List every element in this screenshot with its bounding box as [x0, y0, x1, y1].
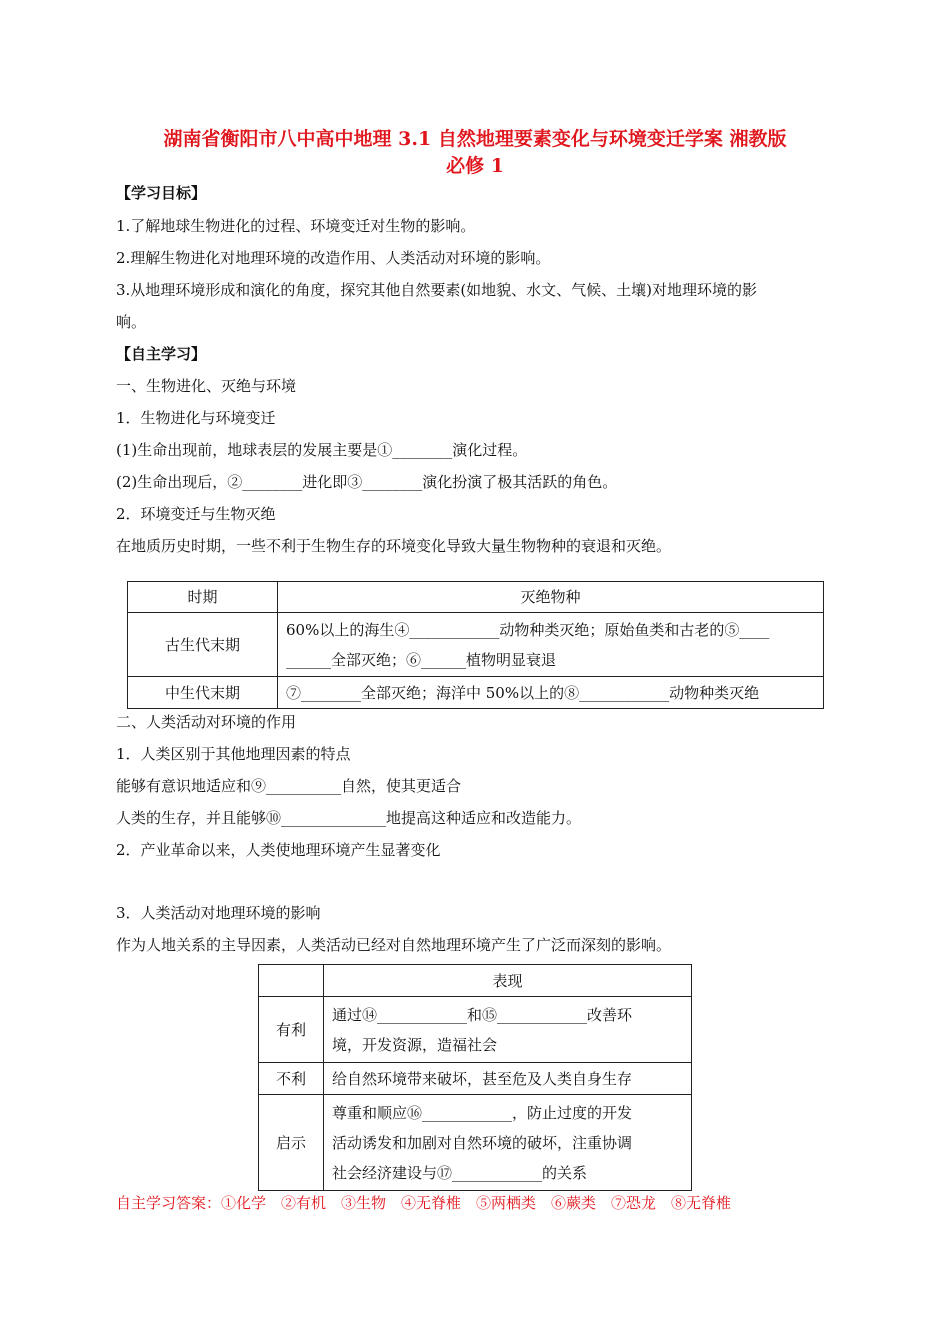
- fill-blank-line: (1)生命出现前，地球表层的发展主要是①________演化过程。: [116, 441, 528, 459]
- impact-line: 尊重和顺应⑯____________，防止过度的开发: [332, 1103, 633, 1122]
- human-impact-table: [258, 964, 692, 1191]
- fill-blank-line: 人类的生存，并且能够⑩______________地提高这种适应和改造能力。: [116, 809, 582, 827]
- table-row: [259, 997, 692, 1063]
- title-line-2: 必修 1: [446, 155, 504, 177]
- species-cell: ⑦________全部灭绝；海洋中 50%以上的⑧____________动物种类灭绝: [278, 677, 824, 709]
- objectives-heading: 【学习目标】: [116, 184, 207, 202]
- impact-cell: 给自然环境带来破坏，甚至危及人类自身生存: [324, 1063, 692, 1095]
- impact-label: 不利: [259, 1063, 324, 1095]
- section-heading: 二、人类活动对环境的作用: [116, 713, 297, 731]
- table-header-empty: [259, 965, 324, 997]
- table-header-species: 灭绝物种: [278, 582, 824, 613]
- table-row: [259, 1063, 692, 1095]
- table-row: [128, 677, 824, 709]
- impact-label: 启示: [259, 1095, 324, 1191]
- period-cell: 中生代末期: [128, 677, 278, 709]
- species-line: 60%以上的海生④____________动物种类灭绝；原始鱼类和古老的⑤____: [286, 620, 770, 639]
- period-cell: 古生代末期: [128, 613, 278, 677]
- impact-line: 社会经济建设与⑰____________的关系: [332, 1163, 588, 1182]
- impact-line: 境，开发资源，造福社会: [332, 1035, 498, 1054]
- subsection-heading: 2．环境变迁与生物灭绝: [116, 505, 276, 523]
- impact-cell: [324, 1095, 692, 1191]
- table-row: [128, 613, 824, 677]
- answer-key: 自主学习答案：①化学 ②有机 ③生物 ④无脊椎 ⑤两栖类 ⑥蕨类 ⑦恐龙 ⑧无脊椎: [116, 1194, 732, 1212]
- extinction-table: [127, 581, 824, 709]
- subsection-heading: 3．人类活动对地理环境的影响: [116, 904, 321, 922]
- table-header-period: 时期: [128, 582, 278, 613]
- self-study-heading: 【自主学习】: [116, 345, 207, 363]
- impact-cell: [324, 997, 692, 1063]
- table-header-manifestation: 表现: [324, 965, 692, 997]
- species-line: ______全部灭绝；⑥______植物明显衰退: [286, 650, 557, 669]
- subsection-heading: 1．人类区别于其他地理因素的特点: [116, 745, 351, 763]
- subsection-heading: 1．生物进化与环境变迁: [116, 409, 276, 427]
- fill-blank-line: (2)生命出现后，②________进化即③________演化扮演了极其活跃的角色。: [116, 473, 618, 491]
- objective-item: 2.理解生物进化对地理环境的改造作用、人类活动对环境的影响。: [116, 249, 551, 267]
- fill-blank-line: 能够有意识地适应和⑨__________自然，使其更适合: [116, 777, 462, 795]
- objective-item: 响。: [116, 313, 147, 331]
- impact-label: 有利: [259, 997, 324, 1063]
- species-cell: [278, 613, 824, 677]
- paragraph: 作为人地关系的主导因素，人类活动已经对自然地理环境产生了广泛而深刻的影响。: [116, 936, 672, 954]
- title-line-1: 湖南省衡阳市八中高中地理 3.1 自然地理要素变化与环境变迁学案 湘教版: [163, 128, 787, 150]
- table-row: [259, 1095, 692, 1191]
- impact-line: 通过⑭____________和⑮____________改善环: [332, 1005, 633, 1024]
- impact-line: 活动诱发和加剧对自然环境的破坏，注重协调: [332, 1133, 633, 1152]
- paragraph: 在地质历史时期，一些不利于生物生存的环境变化导致大量生物物种的衰退和灭绝。: [116, 537, 672, 555]
- subsection-heading: 2．产业革命以来，人类使地理环境产生显著变化: [116, 841, 441, 859]
- objective-item: 3.从地理环境形成和演化的角度，探究其他自然要素(如地貌、水文、气候、土壤)对地理环境的影: [116, 281, 758, 299]
- section-heading: 一、生物进化、灭绝与环境: [116, 377, 297, 395]
- objective-item: 1.了解地球生物进化的过程、环境变迁对生物的影响。: [116, 217, 476, 235]
